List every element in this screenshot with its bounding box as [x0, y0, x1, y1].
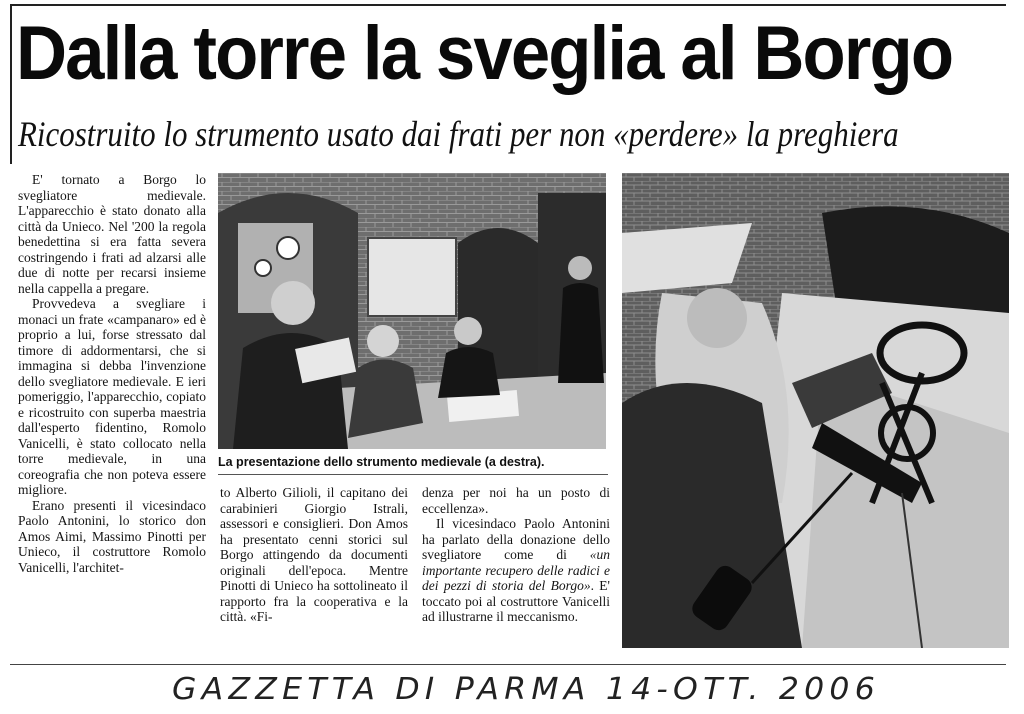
paragraph: E' tornato a Borgo lo svegliatore medievale. L'apparecchio è stato donato alla città da Unieco. Nel '200 la regola benedettina si era fatta severa costringendo i frati ad alzarsi alle due di notte per recarsi insieme nella cappella a pregare.: [18, 172, 206, 296]
photo-caption: La presentazione dello strumento medievale (a destra).: [218, 455, 545, 469]
paragraph: denza per noi ha un posto di eccellenza».: [422, 485, 610, 516]
article-column-3: [422, 485, 610, 625]
bottom-rule: [10, 664, 1006, 665]
article-column-2: [220, 485, 408, 625]
press-conference-photo: [218, 173, 606, 449]
left-rule: [10, 4, 12, 164]
article-column-1: [18, 172, 206, 575]
paragraph: Provvedeva a svegliare i monaci un frate «campanaro» ed è proprio a lui, forse stressato dal timore di addormentarsi, che si immagina si debba l'invenzione dello svegliatore medievale. E ieri pomeriggio, l'apparecchio, copiato e ricostruito con superba maestria dall'esperto fidentino, Romolo Vanicelli, è stato collocato nella torre medievale, in una coreografia che non poteva essere migliore.: [18, 296, 206, 497]
clock-mechanism-photo: [622, 173, 1009, 648]
paragraph: Erano presenti il vicesindaco Paolo Antonini, lo storico don Amos Aimi, Massimo Pinotti per Unieco, il costruttore Romolo Vanicelli, l'architet-: [18, 497, 206, 575]
paragraph-text: . E' toccato poi al costruttore Vanicelli ad illustrarne il meccanismo.: [422, 578, 610, 624]
handwritten-source-note: GAZZETTA DI PARMA 14-OTT. 2006: [172, 672, 881, 707]
subheadline: Ricostruito lo strumento usato dai frati per non «perdere» la preghiera: [18, 114, 899, 154]
paragraph-text: Il vicesindaco Paolo Antonini ha parlato della donazione dello svegliatore come di: [422, 516, 610, 562]
caption-rule: [218, 474, 608, 475]
paragraph: to Alberto Gilioli, il capitano dei carabinieri Giorgio Istrali, assessori e consiglieri. Don Amos ha presentato cenni storici sul Borgo attingendo da documenti originali dell'epoca. Mentre Pinotti di Unieco ha sottolineato il rapporto fra la cooperativa e la città. «Fi-: [220, 485, 408, 624]
quote: «un importante recupero delle radici e dei pezzi di storia del Borgo»: [422, 547, 610, 593]
headline: Dalla torre la sveglia al Borgo: [16, 11, 953, 96]
paragraph: [422, 516, 610, 625]
